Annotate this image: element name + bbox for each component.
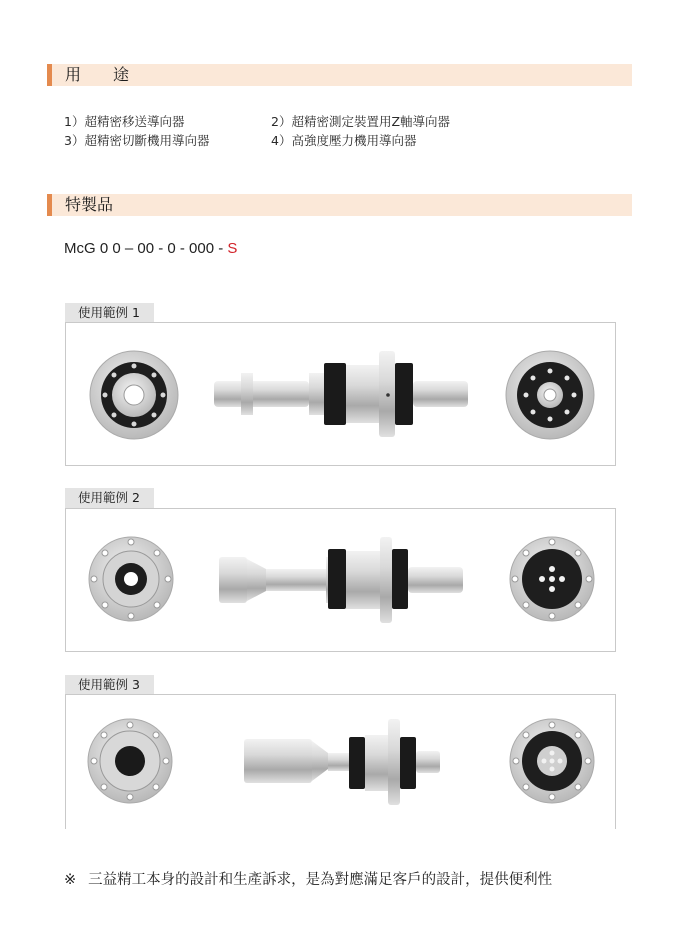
usage-section-title: 用 途 [65,65,130,84]
special-section-header [47,194,632,216]
special-section-title: 特製品 [65,195,114,214]
usage-item-3: 3）超精密切斷機用導向器 [64,133,210,148]
end-view-right-image [506,351,594,439]
end-view-right-image [510,537,594,621]
end-view-left-image [88,719,172,803]
section-accent-bar [47,194,52,216]
model-code [64,240,237,257]
side-view-image [219,537,463,623]
usage-item-4: 4）高強度壓力機用導向器 [271,133,417,148]
usage-item-1: 1）超精密移送導向器 [64,114,185,129]
end-view-left-image [90,351,178,439]
footer-note [64,868,552,889]
example-1-tab: 使用範例 1 [65,303,154,323]
example-2-panel [65,508,616,652]
model-code-suffix: S [227,240,238,257]
side-view-image [214,351,468,437]
end-view-right-image [510,719,594,803]
example-1-panel [65,322,616,466]
note-mark: ※ [64,872,77,888]
end-view-left-image [89,537,173,621]
model-code-main: McG 0 0 – 00 - 0 - 000 - [64,240,228,257]
side-view-image [244,719,440,805]
usage-section-header [47,64,632,86]
note-text: 三益精工本身的設計和生產訴求，是為對應滿足客戶的設計，提供便利性 [88,872,553,888]
example-2-tab: 使用範例 2 [65,488,154,508]
usage-item-2: 2）超精密測定裝置用Z軸導向器 [271,114,451,129]
example-3-tab: 使用範例 3 [65,675,154,695]
section-accent-bar [47,64,52,86]
example-3-panel [65,694,616,829]
